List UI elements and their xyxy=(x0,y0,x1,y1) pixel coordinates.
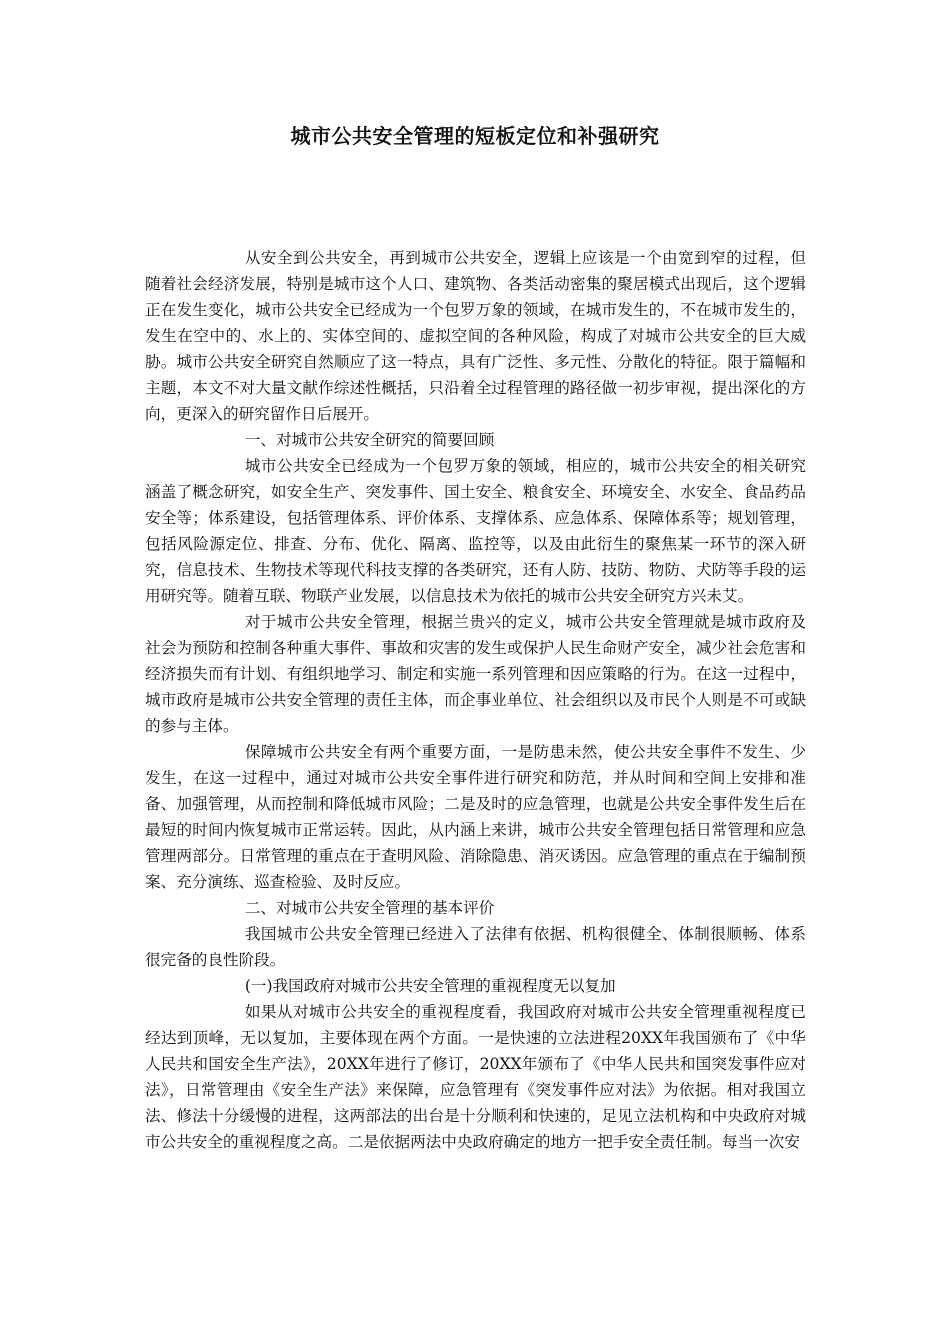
paragraph: 对于城市公共安全管理，根据兰贵兴的定义，城市公共安全管理就是城市政府及社会为预防和控制各种重大事件、事故和灾害的发生或保护人民生命财产安全，减少社会危害和经济损失而有计划、有组织地学习、制定和实施一系列管理和因应策略的行为。在这一过程中，城市政府是城市公共安全管理的责任主体，而企事业单位、社会组织以及市民个人则是不可或缺的参与主体。 xyxy=(145,613,806,735)
section-heading-1: 一、对城市公共安全研究的简要回顾 xyxy=(244,431,495,449)
paragraph: 保障城市公共安全有两个重要方面，一是防患未然，使公共安全事件不发生、少发生，在这一过程中，通过对城市公共安全事件进行研究和防范，并从时间和空间上安排和准备、加强管理，从而控制和降低城市风险；二是及时的应急管理，也就是公共安全事件发生后在最短的时间内恢复城市正常运转。因此，从内涵上来讲，城市公共安全管理包括日常管理和应急管理两部分。日常管理的重点在于查明风险、消除隐患、消灭诱因。应急管理的重点在于编制预案、充分演练、巡查检验、及时反应。 xyxy=(145,743,806,891)
document-title: 城市公共安全管理的短板定位和补强研究 xyxy=(290,124,660,148)
paragraph-intro: 从安全到公共安全，再到城市公共安全，逻辑上应该是一个由宽到窄的过程，但随着社会经济发展，特别是城市这个人口、建筑物、各类活动密集的聚居模式出现后，这个逻辑正在发生变化，城市公共安全已经成为一个包罗万象的领域，在城市发生的，不在城市发生的，发生在空中的、水上的、实体空间的、虚拟空间的各种风险，构成了对城市公共安全的巨大威胁。城市公共安全研究自然顺应了这一特点，具有广泛性、多元性、分散化的特征。限于篇幅和主题，本文不对大量文献作综述性概括，只沿着全过程管理的路径做一初步审视，提出深化的方向，更深入的研究留作日后展开。 xyxy=(145,249,806,423)
document-body xyxy=(145,245,806,1155)
section-heading-2: 二、对城市公共安全管理的基本评价 xyxy=(244,899,495,917)
paragraph: 我国城市公共安全管理已经进入了法律有依据、机构很健全、体制很顺畅、体系很完备的良性阶段。 xyxy=(145,925,806,969)
subsection-heading-1: (一)我国政府对城市公共安全管理的重视程度无以复加 xyxy=(244,977,616,995)
paragraph: 如果从对城市公共安全的重视程度看，我国政府对城市公共安全管理重视程度已经达到顶峰，无以复加，主要体现在两个方面。一是快速的立法进程20XX年我国颁布了《中华人民共和国安全生产法》，20XX年进行了修订，20XX年颁布了《中华人民共和国突发事件应对法》，日常管理由《安全生产法》来保障，应急管理有《突发事件应对法》为依据。相对我国立法、修法十分缓慢的进程，这两部法的出台是十分顺利和快速的，足见立法机构和中央政府对城市公共安全的重视程度之高。二是依据两法中央政府确定的地方一把手安全责任制。每当一次安 xyxy=(145,1003,806,1151)
paragraph: 城市公共安全已经成为一个包罗万象的领域，相应的，城市公共安全的相关研究涵盖了概念研究，如安全生产、突发事件、国土安全、粮食安全、环境安全、水安全、食品药品安全等；体系建设，包括管理体系、评价体系、支撑体系、应急体系、保障体系等；规划管理，包括风险源定位、排查、分布、优化、隔离、监控等，以及由此衍生的聚焦某一环节的深入研究，信息技术、生物技术等现代科技支撑的各类研究，还有人防、技防、物防、犬防等手段的运用研究等。随着互联、物联产业发展，以信息技术为依托的城市公共安全研究方兴未艾。 xyxy=(145,457,806,605)
